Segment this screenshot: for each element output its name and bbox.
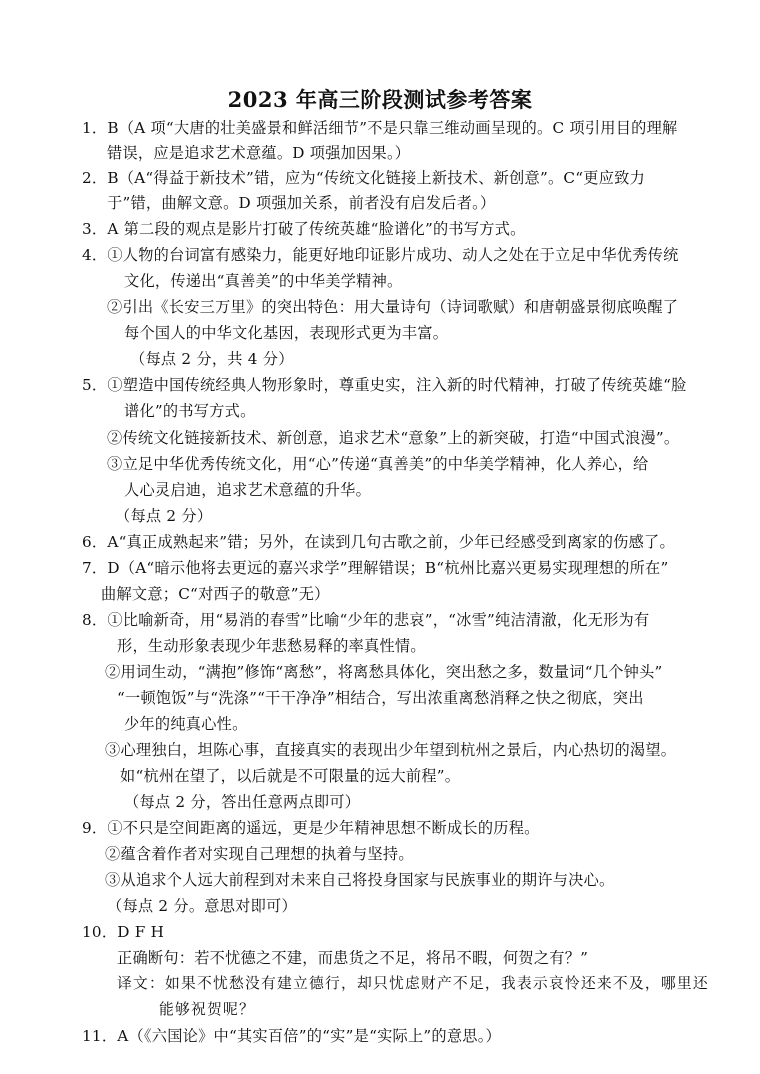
q8-point-1-line-1: 8．①比喻新奇，用“易消的春雪”比喻“少年的悲哀”，“冰雪”纯洁清澈，化无形为有 — [82, 611, 650, 629]
q5-point-1-line-2: 谱化”的书写方式。 — [124, 402, 256, 420]
q8-point-1-line-2: 形，生动形象表现少年悲愁易释的率真性情。 — [117, 637, 426, 655]
q8-point-2-line-1: ②用词生动，“满抱”修饰“离愁”，将离愁具体化，突出愁之多，数量词“几个钟头” — [105, 663, 663, 681]
q1-line-1: 1．B（A 项“大唐的壮美盛景和鲜活细节”不是只靠三维动画呈现的。C 项引用目的理解 — [82, 119, 678, 137]
q10-translation-line-2: 能够祝贺呢？ — [159, 1001, 255, 1018]
q2-line-1: 2．B（A“得益于新技术”错，应为“传统文化链接上新技术、新创意”。C“更应致力 — [82, 169, 646, 187]
q8-point-2-line-3: 少年的纯真心性。 — [124, 715, 248, 733]
q7-line-1: 7．D（A“暗示他将去更远的嘉兴求学”理解错误；B“杭州比嘉兴更易实现理想的所在” — [82, 559, 669, 577]
q5-point-3-line-1: ③立足中华优秀传统文化，用“心”传递“真善美”的中华美学精神，化人养心，给 — [107, 455, 649, 473]
q2-line-2: 于”错，曲解文意。D 项强加关系，前者没有启发后者。） — [107, 194, 496, 212]
q5-point-1-line-1: 5．①塑造中国传统经典人物形象时，尊重史实，注入新的时代精神，打破了传统英雄“脸 — [82, 376, 687, 394]
q10-translation-line-1: 译文：如果不忧愁没有建立德行，却只忧虑财产不足，我表示哀怜还来不及，哪里还 — [117, 975, 709, 992]
q4-scoring-note: （每点 2 分，共 4 分） — [130, 350, 294, 368]
q7-line-2: 曲解文意；C“对西子的敬意”无） — [101, 585, 330, 603]
q8-point-2-line-2: “一顿饱饭”与“洗涤”“干干净净”相结合，写出浓重离愁消释之快之彻底，突出 — [117, 689, 644, 707]
q8-point-3-line-2: 如“杭州在望了，以后就是不可限量的远大前程”。 — [120, 767, 461, 785]
q9-point-2-line: ②蕴含着作者对实现自己理想的执着与坚持。 — [105, 845, 414, 863]
q9-scoring-note: （每点 2 分。意思对即可） — [107, 897, 297, 915]
q5-point-2-line: ②传统文化链接新技术、新创意，追求艺术“意象”上的新突破，打造“中国式浪漫”。 — [107, 429, 680, 447]
q11-line: 11．A（《六国论》中“其实百倍”的“实”是“实际上”的意思。） — [82, 1027, 501, 1045]
q5-scoring-note: （每点 2 分） — [115, 507, 213, 525]
q10-answer-line: 10．D F H — [82, 923, 165, 941]
page-title: 2023 年高三阶段测试参考答案 — [227, 87, 533, 112]
q4-point-1-line-2: 文化，传递出“真善美”的中华美学精神。 — [124, 272, 403, 290]
q5-point-3-line-2: 人心灵启迪，追求艺术意蕴的升华。 — [124, 481, 371, 499]
q8-point-3-line-1: ③心理独白，坦陈心事，直接真实的表现出少年望到杭州之景后，内心热切的渴望。 — [105, 741, 677, 759]
q9-point-3-line: ③从追求个人远大前程到对未来自己将投身国家与民族事业的期许与决心。 — [105, 871, 615, 889]
q6-line: 6．A“真正成熟起来”错；另外，在读到几句古歌之前，少年已经感受到离家的伤感了。 — [82, 533, 675, 551]
q10-punctuation-line: 正确断句：若不忧德之不建，而患货之不足，将吊不暇，何贺之有？” — [117, 949, 589, 967]
q3-line: 3．A 第二段的观点是影片打破了传统英雄“脸谱化”的书写方式。 — [82, 220, 526, 238]
q4-point-2-line-2: 每个国人的中华文化基因，表现形式更为丰富。 — [124, 324, 449, 342]
q9-point-1-line: 9．①不只是空间距离的遥远，更是少年精神思想不断成长的历程。 — [82, 819, 540, 837]
q1-line-2: 错误，应是追求艺术意蕴。D 项强加因果。） — [107, 144, 411, 162]
q4-point-2-line-1: ②引出《长安三万里》的突出特色：用大量诗句（诗词歌赋）和唐朝盛景彻底唤醒了 — [107, 298, 679, 316]
q4-point-1-line-1: 4．①人物的台词富有感染力，能更好地印证影片成功、动人之处在于立足中华优秀传统 — [82, 246, 679, 264]
q8-scoring-note: （每点 2 分，答出任意两点即可） — [124, 793, 361, 811]
